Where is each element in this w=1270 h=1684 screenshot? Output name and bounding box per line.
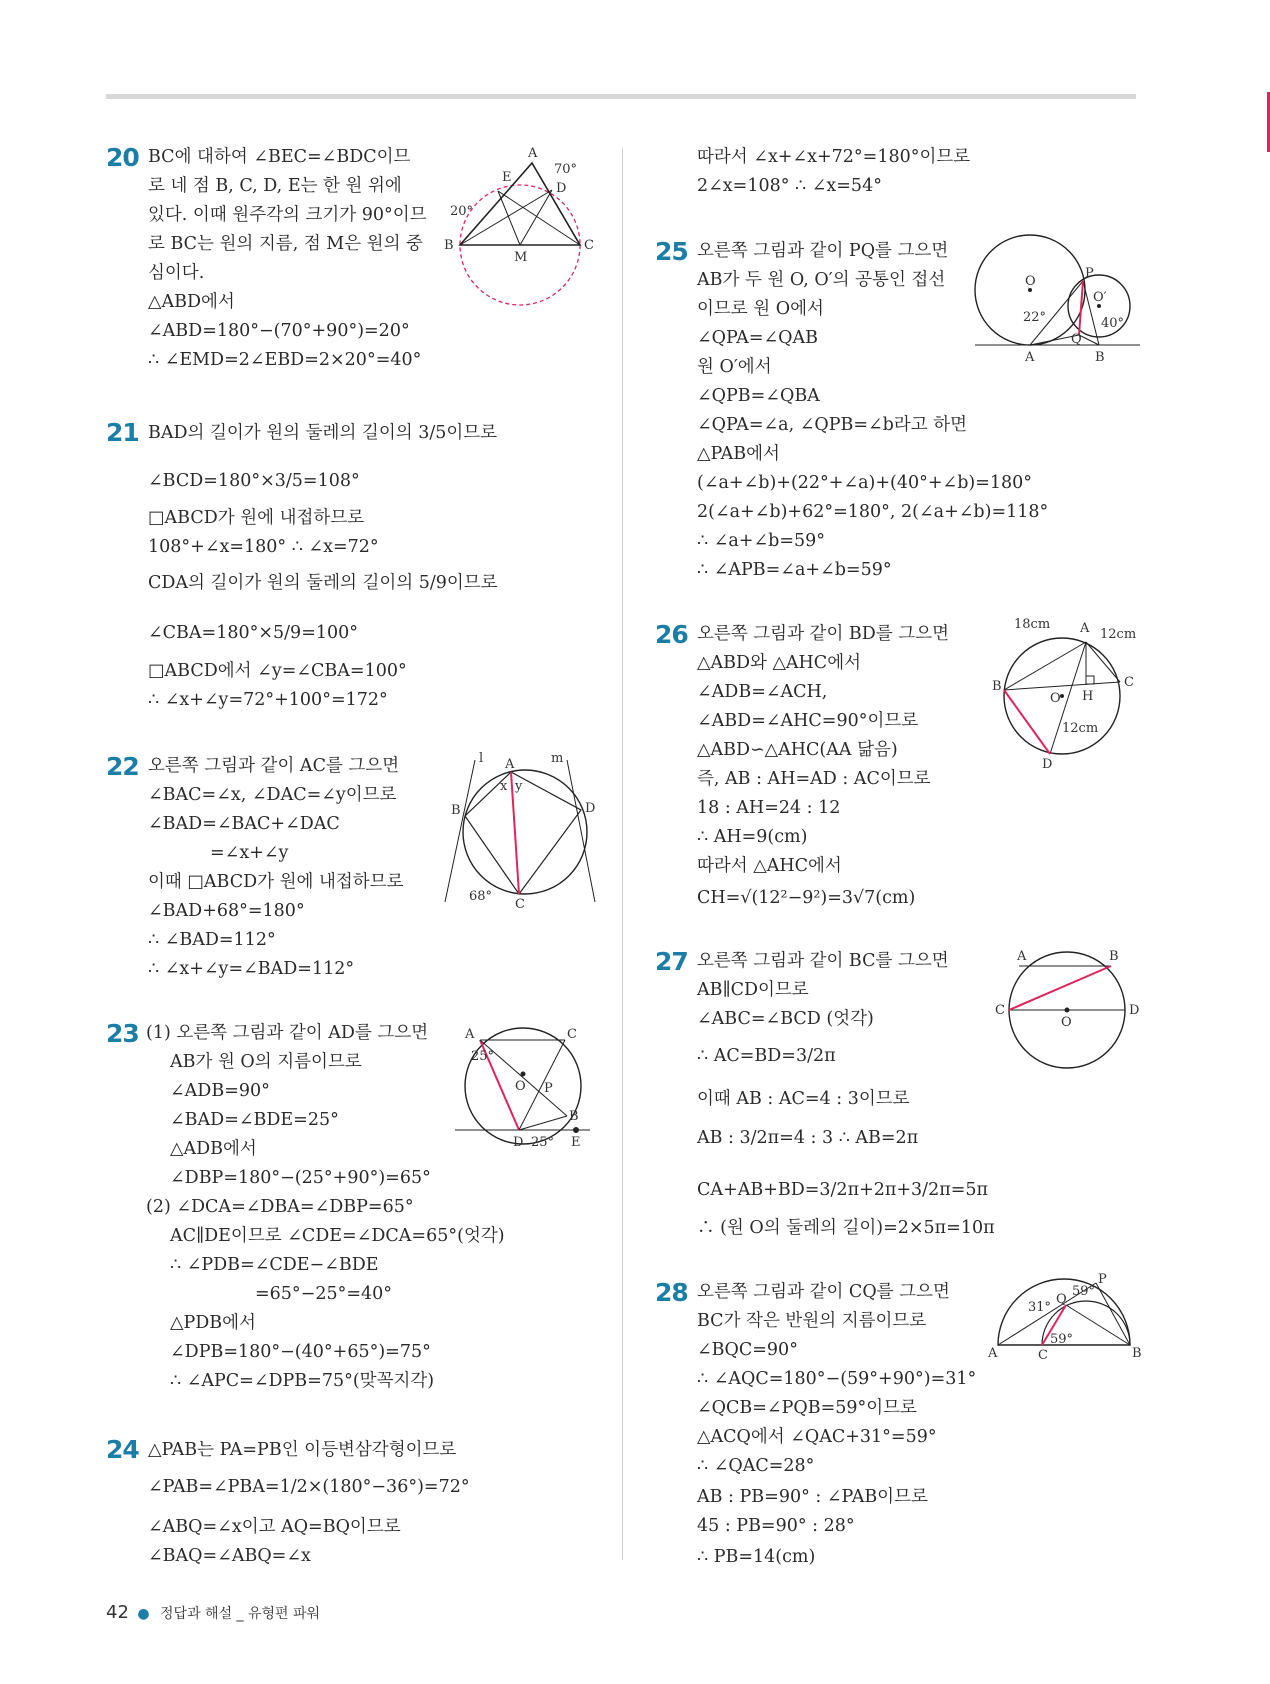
p27-line: ∴ (원 O의 둘레의 길이)=2×5π=10π [697,1218,995,1238]
fig20-A: A [528,146,538,161]
p24-line: ∠ABQ=∠x이고 AQ=BQ이므로 [148,1517,401,1537]
p24-line: △PAB는 PA=PB인 이등변삼각형이므로 [148,1440,457,1460]
fig22-x: x [500,779,508,794]
problem-number-21: 21 [106,418,139,447]
p26-line: ∴ AH=9(cm) [697,827,808,847]
fig23-angle-25b: 25° [531,1135,555,1150]
fig26-O: O [1050,691,1061,706]
fig28-angle-31: 31° [1028,1300,1052,1315]
p27-line: 이때 AB : AC=4 : 3이므로 [697,1089,910,1109]
fig23-P: P [544,1081,553,1096]
p24-line: ∠BAQ=∠ABQ=∠x [148,1546,311,1566]
p21-line: 108°+∠x=180° ∴ ∠x=72° [148,537,379,557]
fig26-label-12cm-top: 12cm [1100,627,1137,642]
fig26-B: B [992,679,1002,694]
p28-line: 45 : PB=90° : 28° [697,1516,855,1536]
problem-number-24: 24 [106,1435,139,1464]
problem-number-27: 27 [655,947,688,976]
p28-line: △ACQ에서 ∠QAC+31°=59° [697,1427,937,1447]
footer-bullet-icon: ● [137,1606,150,1622]
p21-line: CDA의 길이가 원의 둘레의 길이의 5/9이므로 [148,573,498,593]
p24-line: ∠PAB=∠PBA=1/2×(180°−36°)=72° [148,1477,470,1497]
top-rule [106,94,1136,99]
figure-27 [995,948,1145,1068]
p20-line: ∴ ∠EMD=2∠EBD=2×20°=40° [148,350,422,370]
p23-line: ∠ADB=90° [170,1081,270,1101]
p22-line: 오른쪽 그림과 같이 AC를 그으면 [148,756,400,776]
fig26-C: C [1124,675,1134,690]
fig25-B: B [1095,350,1105,365]
p20-line: 로 네 점 B, C, D, E는 한 원 위에 [148,176,402,196]
fig22-y: y [515,779,523,794]
p27-line: ∠ABC=∠BCD (엇각) [697,1009,874,1029]
p28-line: ∴ ∠AQC=180°−(59°+90°)=31° [697,1369,977,1389]
p25-line: (∠a+∠b)+(22°+∠a)+(40°+∠b)=180° [697,473,1033,493]
p20-line: 로 BC는 원의 지름, 점 M은 원의 중 [148,234,423,254]
p23-line: ∴ ∠APC=∠DPB=75°(맞꼭지각) [170,1371,435,1391]
p23-line: △PDB에서 [170,1313,256,1333]
p22-line: ∴ ∠x+∠y=∠BAD=112° [148,959,355,979]
problem-number-20: 20 [106,143,139,172]
fig25-angle-22: 22° [1023,310,1047,325]
fig25-Q: Q [1071,332,1082,347]
fig22-B: B [451,803,461,818]
fig22-m: m [551,751,564,766]
fig23-A: A [465,1027,475,1042]
p28-line: ∠QCB=∠PQB=59°이므로 [697,1398,917,1418]
fig28-angle-59-top: 59° [1072,1284,1096,1299]
fig25-O-prime: O′ [1093,290,1107,305]
problem-number-23: 23 [106,1019,139,1048]
p21-line: ∴ ∠x+∠y=72°+100°=172° [148,690,388,710]
fig25-A: A [1025,350,1035,365]
p22-line: ∴ ∠BAD=112° [148,930,276,950]
p23-line: (1) 오른쪽 그림과 같이 AD를 그으면 [146,1023,429,1043]
p21-line: BAD의 길이가 원의 둘레의 길이의 3/5이므로 [148,423,498,443]
fig26-label-18cm: 18cm [1014,617,1051,632]
fig23-O: O [515,1079,526,1094]
p22-line: ∠BAC=∠x, ∠DAC=∠y이므로 [148,785,397,805]
p24-continued-line: 따라서 ∠x+∠x+72°=180°이므로 [697,147,971,167]
p21-line: ∠BCD=180°×3/5=108° [148,471,360,491]
figure-26 [990,617,1140,772]
problem-number-28: 28 [655,1278,688,1307]
p22-line: =∠x+∠y [210,843,289,863]
figure-23 [455,1020,595,1160]
fig27-B: B [1109,949,1119,964]
fig26-A: A [1080,621,1090,636]
p21-line: □ABCD에서 ∠y=∠CBA=100° [148,661,407,681]
p26-line: ∠ADB=∠ACH, [697,682,828,702]
fig28-P: P [1098,1272,1107,1287]
p20-line: BC에 대하여 ∠BEC=∠BDC이므 [148,147,411,167]
fig20-B: B [444,238,454,253]
fig20-E: E [502,170,512,185]
p23-line: AB가 원 O의 지름이므로 [170,1052,362,1072]
fig23-B: B [569,1109,579,1124]
page-footer [106,1602,320,1623]
p25-line: 오른쪽 그림과 같이 PQ를 그으면 [697,241,949,261]
p23-line: ∠BAD=∠BDE=25° [170,1110,339,1130]
p20-line: △ABD에서 [148,292,235,312]
p26-line: △ABD∽△AHC(AA 닮음) [697,740,898,760]
p23-line: ∴ ∠PDB=∠CDE−∠BDE [170,1255,379,1275]
fig23-angle-25a: 25° [471,1049,495,1064]
p26-line: 18 : AH=24 : 12 [697,798,841,818]
p27-line: CA+AB+BD=3/2π+2π+3/2π=5π [697,1180,988,1200]
fig26-D: D [1042,757,1053,772]
p26-line: ∠ABD=∠AHC=90°이므로 [697,711,919,731]
p26-line: CH=√(12²−9²)=3√7(cm) [697,888,916,908]
p25-line: ∴ ∠a+∠b=59° [697,531,826,551]
p28-line: 오른쪽 그림과 같이 CQ를 그으면 [697,1282,950,1302]
fig20-C: C [584,238,594,253]
p25-line: △PAB에서 [697,444,780,464]
fig23-E: E [571,1135,581,1150]
p27-line: 오른쪽 그림과 같이 BC를 그으면 [697,951,949,971]
p25-line: 원 O′에서 [697,357,772,377]
column-divider [622,148,623,1560]
fig28-B: B [1132,1346,1142,1361]
p26-line: 즉, AB : AH=AD : AC이므로 [697,769,931,789]
p27-line: ∴ AC=BD=3/2π [697,1046,836,1066]
fig22-A: A [505,757,515,772]
p25-line: ∠QPB=∠QBA [697,386,820,406]
p28-line: ∴ ∠QAC=28° [697,1456,815,1476]
figure-22 [445,752,605,912]
fig22-D: D [585,801,596,816]
p24-continued-line: 2∠x=108° ∴ ∠x=54° [697,176,882,196]
fig28-C: C [1038,1348,1048,1363]
fig23-C: C [567,1027,577,1042]
fig26-label-12cm-bottom: 12cm [1062,721,1099,736]
fig22-C: C [515,897,525,912]
figure-20 [440,145,600,305]
p27-line: AB∥CD이므로 [697,980,809,1000]
fig26-H: H [1082,689,1094,704]
fig28-angle-59-bottom: 59° [1050,1332,1074,1347]
p20-line: 있다. 이때 원주각의 크기가 90°이므 [148,205,427,225]
p26-line: △ABD와 △AHC에서 [697,653,862,673]
problem-number-26: 26 [655,620,688,649]
p21-line: □ABCD가 원에 내접하므로 [148,508,365,528]
p28-line: AB : PB=90° : ∠PAB이므로 [697,1487,928,1507]
p25-line: ∠QPA=∠a, ∠QPB=∠b라고 하면 [697,415,968,435]
p28-line: ∠BQC=90° [697,1340,798,1360]
fig25-P: P [1085,266,1094,281]
fig28-A: A [988,1346,998,1361]
p26-line: 오른쪽 그림과 같이 BD를 그으면 [697,624,950,644]
fig20-angle-20: 20° [450,204,474,219]
p23-line: AC∥DE이므로 ∠CDE=∠DCA=65°(엇각) [170,1226,505,1246]
fig23-D: D [513,1135,524,1150]
fig25-angle-40: 40° [1101,316,1125,331]
p26-line: 따라서 △AHC에서 [697,856,842,876]
figure-25 [975,235,1145,365]
p25-line: AB가 두 원 O, O′의 공통인 접선 [697,270,946,290]
footer-title: 정답과 해설 _ 유형편 파워 [160,1606,321,1622]
p23-line: (2) ∠DCA=∠DBA=∠DBP=65° [146,1197,414,1217]
p22-line: ∠BAD+68°=180° [148,901,305,921]
p28-line: BC가 작은 반원의 지름이므로 [697,1311,927,1331]
p23-line: ∠DBP=180°−(25°+90°)=65° [170,1168,431,1188]
p20-line: ∠ABD=180°−(70°+90°)=20° [148,321,410,341]
fig27-A: A [1017,949,1027,964]
p22-line: 이때 □ABCD가 원에 내접하므로 [148,872,404,892]
problem-number-22: 22 [106,752,139,781]
p28-line: ∴ PB=14(cm) [697,1547,816,1567]
fig20-M: M [514,250,528,265]
fig27-C: C [995,1003,1005,1018]
p25-line: 2(∠a+∠b)+62°=180°, 2(∠a+∠b)=118° [697,502,1049,522]
p25-line: ∴ ∠APB=∠a+∠b=59° [697,560,892,580]
fig28-Q: Q [1056,1292,1067,1307]
p23-line: △ADB에서 [170,1139,257,1159]
fig20-angle-70: 70° [554,162,578,177]
p22-line: ∠BAD=∠BAC+∠DAC [148,814,340,834]
p20-line: 심이다. [148,263,205,283]
p25-line: ∠QPA=∠QAB [697,328,818,348]
fig20-D: D [556,181,567,196]
fig27-D: D [1129,1003,1140,1018]
page-number: 42 [106,1602,129,1623]
fig22-l: l [479,751,484,766]
p27-line: AB : 3/2π=4 : 3 ∴ AB=2π [697,1128,919,1148]
problem-number-25: 25 [655,237,688,266]
p23-line: =65°−25°=40° [255,1284,393,1304]
figure-28 [988,1272,1143,1365]
fig25-O: O [1025,274,1036,289]
p21-line: ∠CBA=180°×5/9=100° [148,623,359,643]
fig27-O: O [1061,1015,1072,1030]
fig22-angle-68: 68° [469,889,493,904]
p25-line: 이므로 원 O에서 [697,299,824,319]
p23-line: ∠DPB=180°−(40°+65°)=75° [170,1342,431,1362]
